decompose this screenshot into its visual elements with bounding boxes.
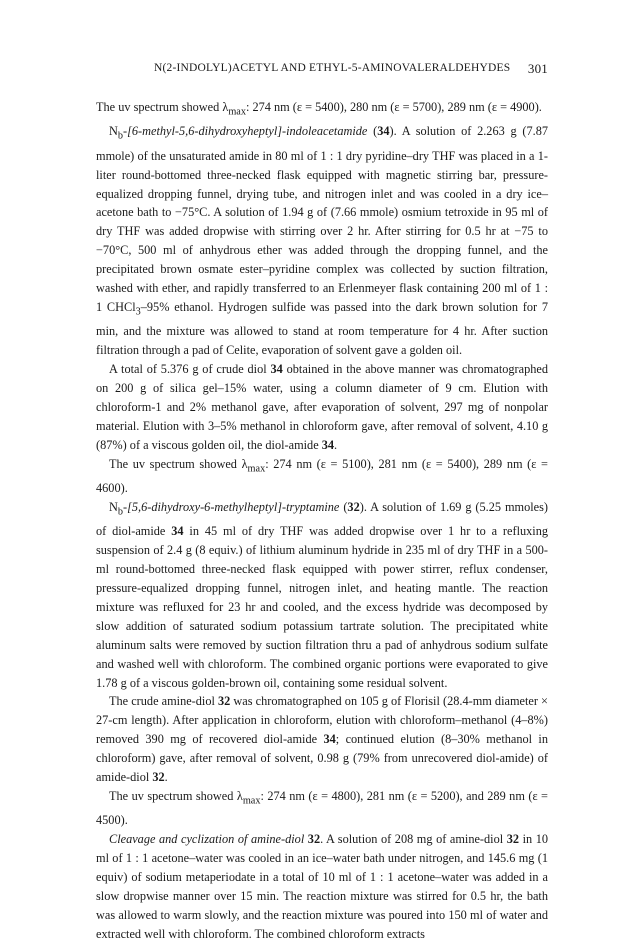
paragraph-uv-spectrum-1	[96, 98, 548, 122]
paragraph-cleavage-cyclization	[96, 830, 548, 943]
paragraph-chromatography-34	[96, 360, 548, 455]
paragraph-tryptamine-32-synthesis	[96, 498, 548, 693]
compound-number: 32	[218, 694, 231, 709]
page-number: 301	[527, 61, 548, 76]
compound-number: 32	[347, 499, 360, 514]
text-run: was chromatographed on 105 g of Florisil (28.4-mm diameter × 27-cm length). After application in chloroform, elution with chloroform–methanol (4–8%) removed 390 mg of recovered diol-amide	[96, 694, 548, 747]
text-run: ; continued elution (8–30% methanol in chloroform) gave, after removal of solvent, 0.98 g (79% from unrecovered diol-amide) of amide-diol	[96, 732, 549, 785]
compound-number: 34	[270, 362, 283, 377]
paragraph-uv-spectrum-2	[96, 455, 548, 498]
body-text	[96, 98, 548, 944]
text-run: The crude amine-diol	[109, 694, 219, 709]
text-run: (	[339, 499, 348, 514]
text-run: in 10 ml of 1 : 1 acetone–water was cooled in an ice–water bath under nitrogen, and 145.6 mg (1 equiv) of sodium metaperiodate in a total of 10 ml of 1 : 1 acetone–water was added in a slow dropwise manner over 15 min. The reaction mixture was stirred for 0.5 hr, the bath was allowed to warm slowly, and the reaction mixture was poured into 150 ml of water and extracted well with chloroform. The combined chloroform extracts	[96, 832, 548, 941]
subscript-text: b	[117, 506, 124, 518]
text-run: The uv spectrum showed λ	[96, 100, 229, 114]
text-run: N	[109, 499, 118, 514]
subscript-text: max	[242, 795, 261, 807]
text-run: .	[334, 437, 338, 452]
text-run: : 274 nm (ε = 5100), 281 nm (ε = 5400), 289 nm (ε = 4600).	[96, 456, 548, 496]
paragraph-diol-amide-34-synthesis	[96, 122, 548, 360]
text-run: obtained in the above manner was chromatographed on 200 g of silica gel–15% water, using a column diameter of 9 cm. Elution with chloroform-1 and 2% methanol gave, after evaporation of solvent, 297 mg of nonpolar material. Elution with 3–5% methanol in chloroform gave, after removal of solvent, 4.10 g (87%) of a viscous golden oil, the diol-amide	[96, 362, 548, 452]
compound-number: 34	[323, 732, 336, 747]
compound-number: 32	[152, 770, 165, 785]
italic-compound-name: -[5,6-dihydroxy-6-methylheptyl]-tryptamine	[123, 499, 340, 514]
paragraph-uv-spectrum-3	[96, 787, 548, 830]
text-run: N	[109, 124, 118, 139]
compound-number: 34	[321, 437, 335, 452]
italic-compound-name: -[6-methyl-5,6-dihydroxyheptyl]-indoleacetamide	[123, 124, 368, 139]
text-run: ). A solution of 1.69 g (5.25 mmoles) of diol-amide	[96, 499, 548, 539]
text-run: .	[164, 770, 168, 785]
italic-compound-name: Cleavage and cyclization of amine-diol	[109, 832, 305, 847]
text-run: The uv spectrum showed λ	[109, 456, 248, 471]
compound-number: 34	[171, 524, 184, 539]
text-run: in 45 ml of dry THF was added dropwise over 1 hr to a refluxing suspension of 2.4 g (8 equiv.) of lithium aluminum hydride in 235 ml of dry THF in a 500-ml round-bottomed three-necked flask equipped with power stirrer, reflux condenser, pressure-equalized dropping funnel, nitrogen inlet, and heating mantle. The reaction mixture was refluxed for 23 hr and cooled, and the excess hydride was decomposed by slow addition of saturated sodium potassium tartrate solution. The precipitated white aluminum salts were removed by suction filtration thru a pad of anhydrous sodium sulfate and washed well with chloroform. The combined organic portions were evaporated to give 1.78 g of a viscous golden-brown oil, containing some residual solvent.	[96, 524, 548, 690]
compound-number: 32	[307, 832, 321, 847]
subscript-text: max	[247, 463, 266, 475]
text-run: . A solution of 208 mg of amine-diol	[320, 832, 507, 847]
running-title: N(2-INDOLYL)ACETYL AND ETHYL-5-AMINOVALERALDEHYDES	[154, 62, 511, 74]
text-run: ). A solution of 2.263 g (7.87 mmole) of the unsaturated amide in 80 ml of 1 : 1 dry pyridine–dry THF was placed in a 1-liter round-bottomed three-necked flask equipped with magnetic stirring bar, pressure-equalized dropping funnel, drying tube, and nitrogen inlet and was cooled in a dry ice–acetone bath to −75°C. A solution of 1.94 g of (7.66 mmole) osmium tetroxide in 95 ml of dry THF was added dropwise with stirring over 2 hr. After stirring for 0.5 hr at −75 to −70°C, 500 ml of anhydrous ether was added through the dropping funnel, and the precipitated brown osmate ester–pyridine complex was collected by suction filtration, washed with ether, and rapidly transferred to an Erlenmeyer flask containing 200 ml of 1 : 1 CHCl	[96, 124, 548, 314]
text-run: : 274 nm (ε = 5400), 280 nm (ε = 5700), 289 nm (ε = 4900).	[245, 100, 542, 114]
text-run: –95% ethanol. Hydrogen sulfide was passed into the dark brown solution for 7 min, and the mixture was allowed to stand at room temperature for 4 hr. After suction filtration through a pad of Celite, evaporation of solvent gave a golden oil.	[96, 299, 548, 358]
paragraph-chromatography-32	[96, 692, 548, 787]
text-run: The uv spectrum showed λ	[109, 788, 243, 803]
subscript-text: 3	[135, 306, 141, 318]
subscript-text: max	[228, 106, 246, 118]
subscript-text: b	[117, 130, 124, 142]
text-run: : 274 nm (ε = 4800), 281 nm (ε = 5200), and 289 nm (ε = 4500).	[96, 788, 548, 828]
compound-number: 32	[506, 832, 520, 847]
text-run: A total of 5.376 g of crude diol	[109, 362, 271, 377]
text-run: (	[367, 124, 378, 139]
compound-number: 34	[377, 124, 390, 139]
